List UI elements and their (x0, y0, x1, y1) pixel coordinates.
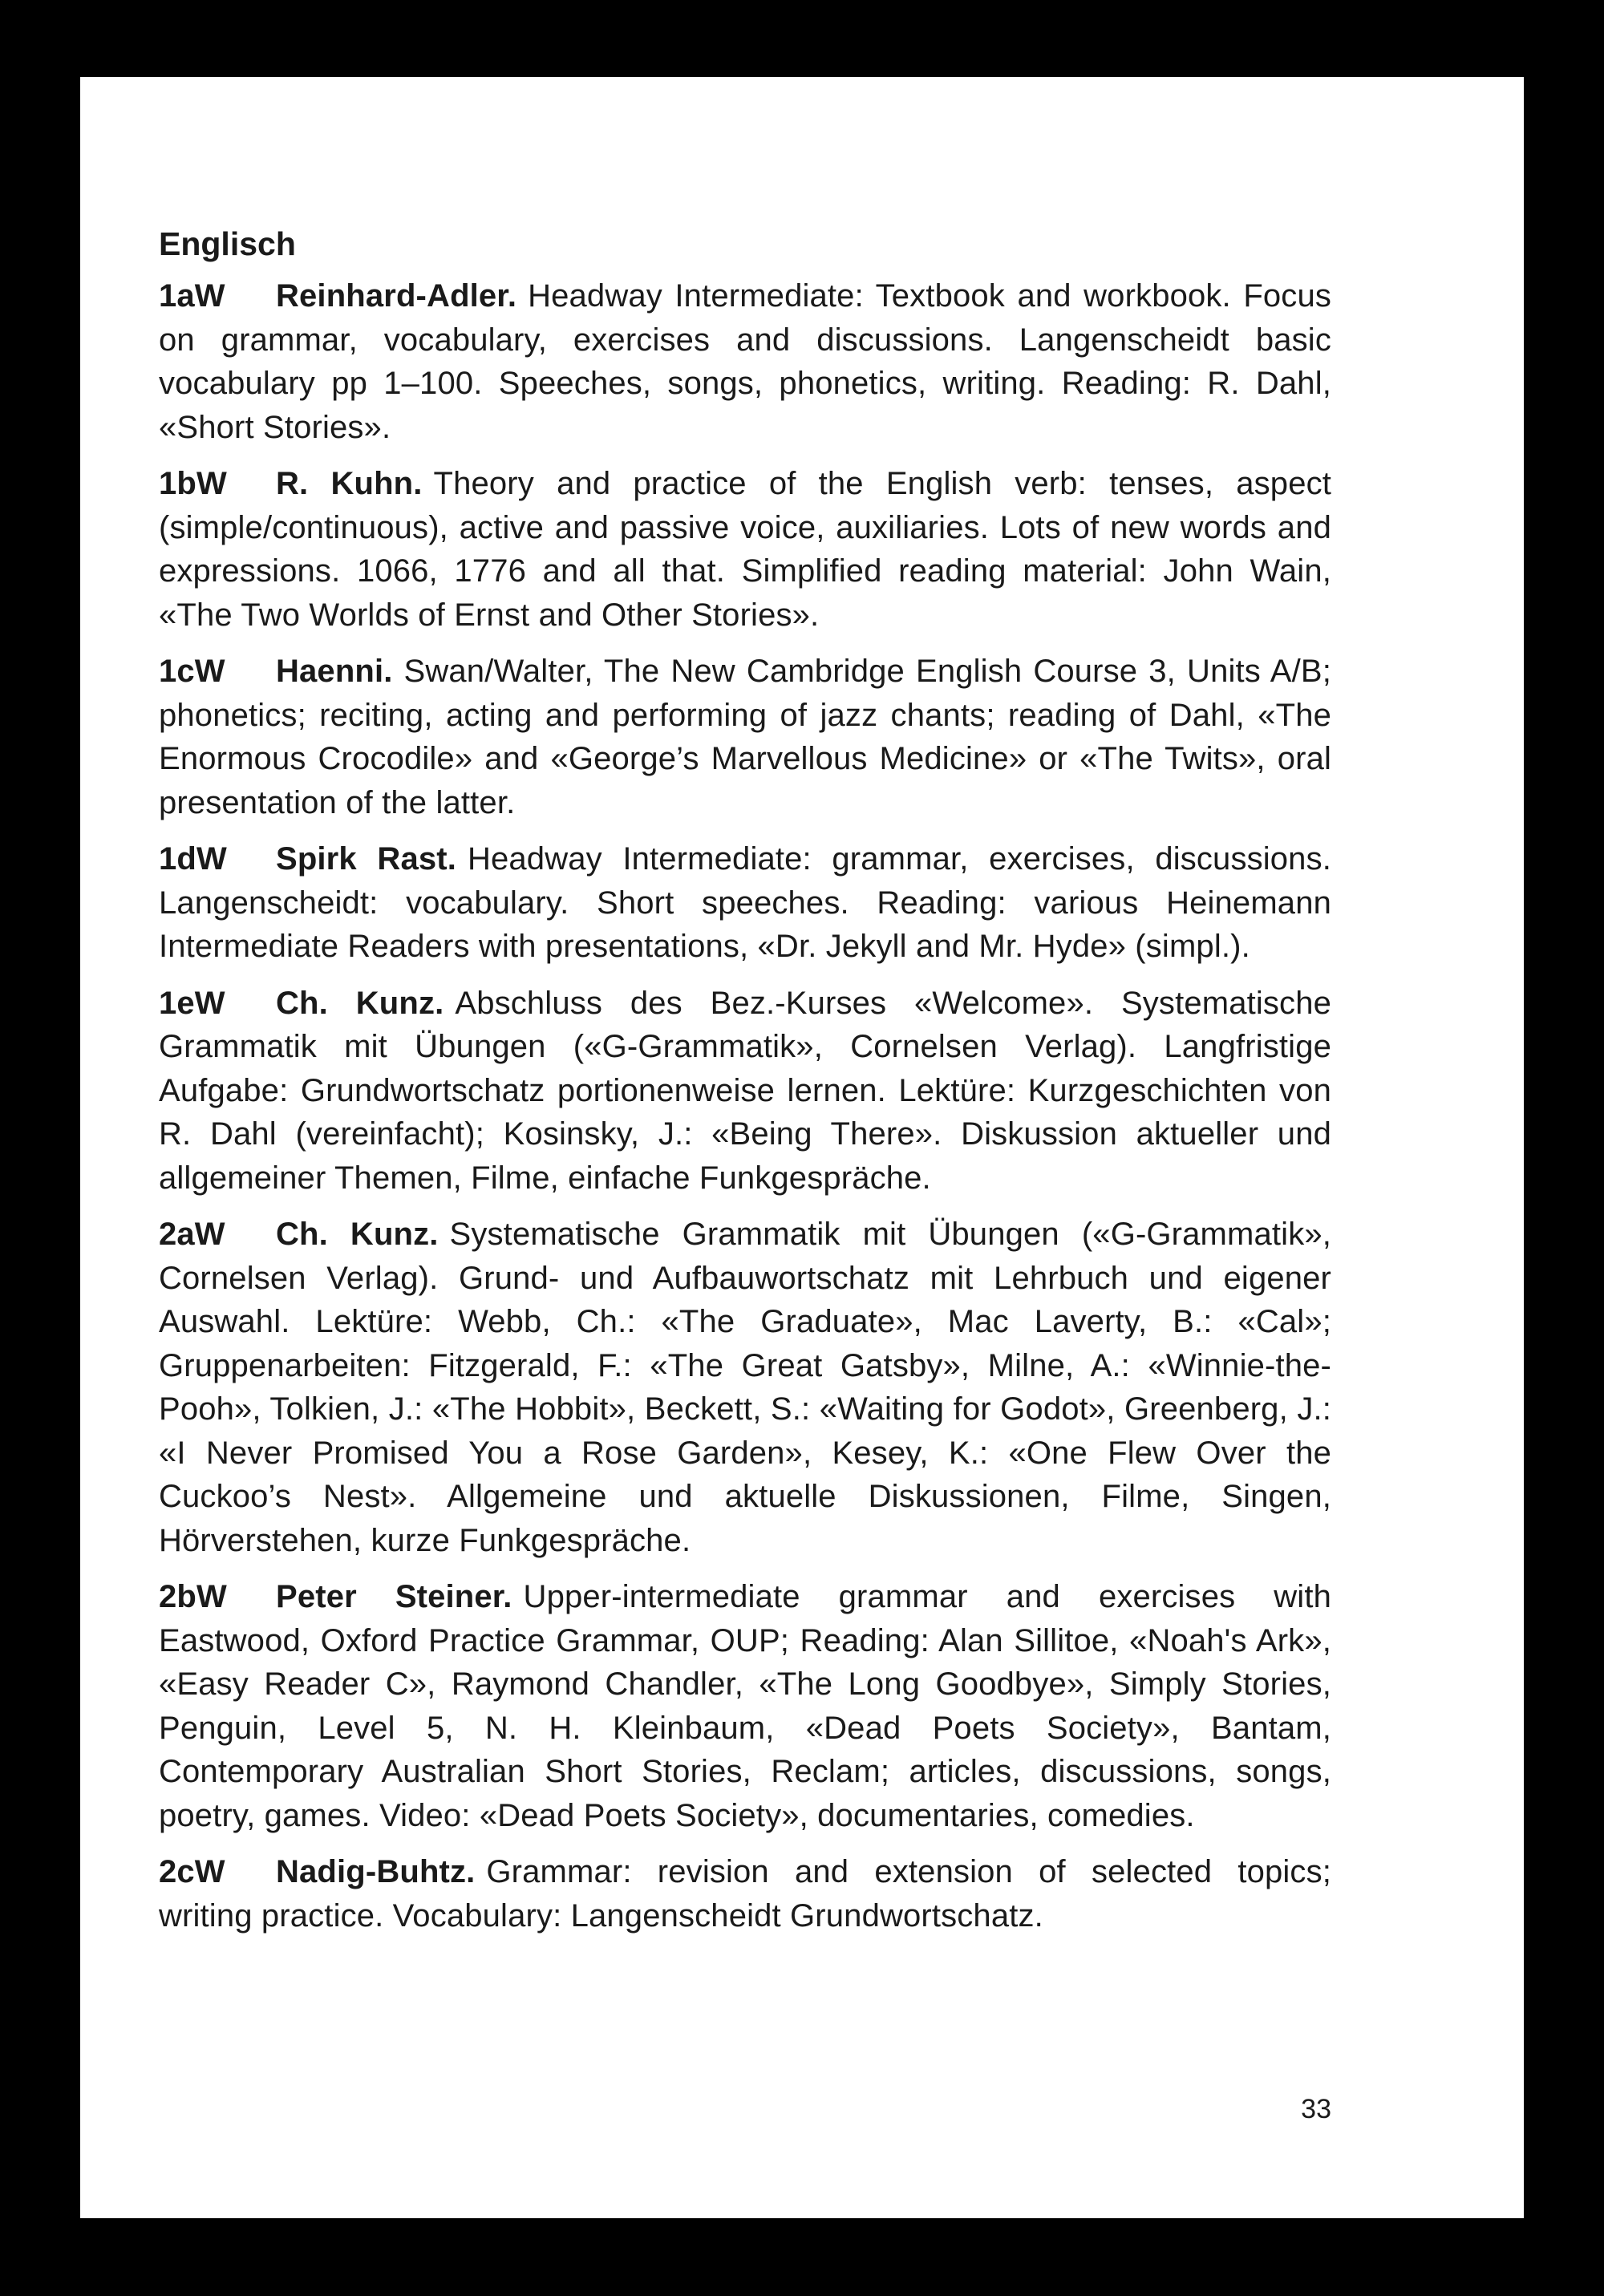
teacher-name: Ch. Kunz. (276, 985, 444, 1021)
teacher-name: R. Kuhn. (276, 466, 423, 501)
course-code: 1bW (159, 466, 227, 501)
course-entry (159, 1575, 1331, 1837)
teacher-name: Ch. Kunz. (276, 1217, 439, 1252)
course-description: Systematische Grammatik mit Übungen («G-Grammatik», Cornelsen Verlag). Grund- und Aufbauwortschatz mit Lehrbuch und eigener Auswahl. Lektüre: Webb, Ch.: «The Graduate», Mac Laverty, B.: «Cal»; Gruppenarbeiten: Fitzgerald, F.: «The Great Gatsby», Milne, A.: «Winnie-the-Pooh», Tolkien, J.: «The Hobbit», Beckett, S.: «Waiting for Godot», Greenberg, J.: «I Never Promised You a Rose Garden», Kesey, K.: «One Flew Over the Cuckoo’s Nest». Allgemeine und aktuelle Diskussionen, Filme, Singen, Hörverstehen, kurze Funkgespräche. (159, 1217, 1331, 1558)
teacher-name: Peter Steiner. (276, 1579, 512, 1614)
page-number: 33 (1301, 2094, 1331, 2124)
course-code: 1aW (159, 278, 225, 314)
course-description: Headway Intermediate: grammar, exercises, discussions. Langenscheidt: vocabulary. Short speeches. Reading: various Heinemann Intermediate Readers with presentations, «Dr. Jekyll and Mr. Hyde» (simpl.). (159, 841, 1331, 964)
course-entry (159, 982, 1331, 1201)
course-entry (159, 837, 1331, 969)
course-entry (159, 1213, 1331, 1562)
page-content (159, 221, 1331, 1950)
course-code: 2cW (159, 1854, 225, 1889)
teacher-name: Spirk Rast. (276, 841, 456, 877)
course-code: 1cW (159, 654, 225, 689)
course-entry (159, 650, 1331, 824)
course-entry (159, 1850, 1331, 1938)
course-description: Headway Intermediate: Textbook and workbook. Focus on grammar, vocabulary, exercises and discussions. Langenscheidt basic vocabulary pp 1–100. Speeches, songs, phonetics, writing. Reading: R. Dahl, «Short Stories». (159, 278, 1331, 445)
course-description: Theory and practice of the English verb: tenses, aspect (simple/continuous), active and passive voice, auxiliaries. Lots of new words and expressions. 1066, 1776 and all that. Simplified reading material: John Wain, «The Two Worlds of Ernst and Other Stories». (159, 466, 1331, 633)
course-code: 1dW (159, 841, 227, 877)
course-description: Abschluss des Bez.-Kurses «Welcome». Systematische Grammatik mit Übungen («G-Grammatik», Cornelsen Verlag). Langfristige Aufgabe: Grundwortschatz portionenweise lernen. Lektüre: Kurzgeschichten von R. Dahl (vereinfacht); Kosinsky, J.: «Being There». Diskussion aktueller und allgemeiner Themen, Filme, einfache Funkgespräche. (159, 985, 1332, 1196)
course-code: 2bW (159, 1579, 227, 1614)
teacher-name: Nadig-Buhtz. (276, 1854, 476, 1889)
course-description: Swan/Walter, The New Cambridge English Course 3, Units A/B; phonetics; reciting, acting and performing of jazz chants; reading of Dahl, «The Enormous Crocodile» and «George’s Marvellous Medicine» or «The Twits», oral presentation of the latter. (159, 654, 1331, 820)
course-description: Upper-intermediate grammar and exercises with Eastwood, Oxford Practice Grammar, OUP; Reading: Alan Sillitoe, «Noah's Ark», «Easy Reader C», Raymond Chandler, «The Long Goodbye», Simply Stories, Penguin, Level 5, N. H. Kleinbaum, «Dead Poets Society», Bantam, Contemporary Australian Short Stories, Reclam; articles, discussions, songs, poetry, games. Video: «Dead Poets Society», documentaries, comedies. (159, 1579, 1331, 1833)
course-code: 1eW (159, 985, 225, 1021)
section-title: Englisch (159, 225, 296, 262)
teacher-name: Reinhard-Adler. (276, 278, 517, 314)
course-entry (159, 274, 1331, 449)
document-page (80, 77, 1524, 2218)
course-code: 2aW (159, 1217, 225, 1252)
course-entry (159, 462, 1331, 637)
teacher-name: Haenni. (276, 654, 393, 689)
course-description: Grammar: revision and extension of selected topics; writing practice. Vocabulary: Langenscheidt Grundwortschatz. (159, 1854, 1331, 1934)
